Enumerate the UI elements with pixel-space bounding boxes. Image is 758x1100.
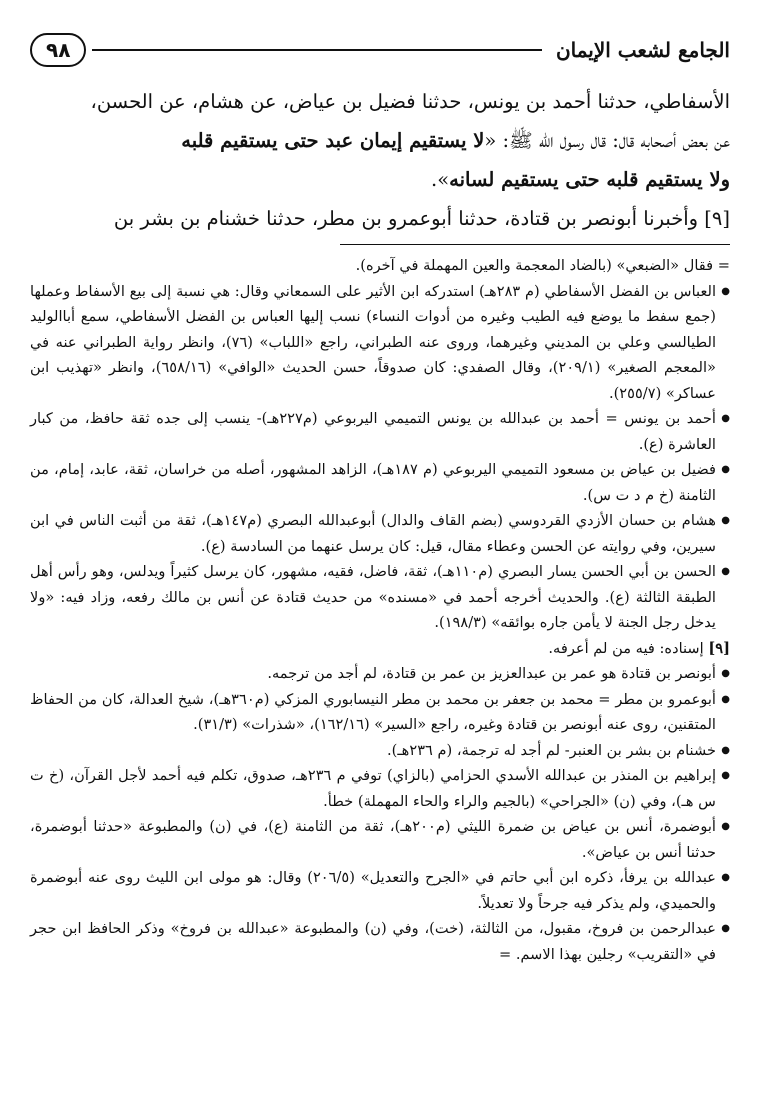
footnote-text: عبدالرحمن بن فروخ، مقبول، من الثالثة، (خت)، وفي (ن) والمطبوعة «عبدالله بن فروخ» وذكر الحافظ ابن حجر في «التقريب» رجلين بهذا الاسم.	[30, 920, 716, 963]
header-rule	[92, 49, 542, 51]
footnote	[30, 916, 730, 967]
footnote-text: إبراهيم بن المنذر بن عبدالله الأسدي الحزامي (بالزاي) توفي م ٢٣٦هـ، صدوق، تكلم فيه أحمد لأجل القرآن، (خ ت س هـ)، وفي (ن) «الجراحي» (بالجيم والراء والحاء المهملة) خطأ.	[30, 767, 716, 810]
main-text-line-4: [٩] وأخبرنا أبونصر بن قتادة، حدثنا أبوعمرو بن مطر، حدثنا خشنام بن بشر بن	[113, 207, 730, 230]
footnote	[30, 661, 730, 687]
footnote-separator	[340, 244, 730, 245]
footnote-ref: [٩]	[708, 639, 730, 657]
footnote-text: أبونصر بن قتادة هو عمر بن عبدالعزيز بن عمر بن قتادة، لم أجد من ترجمه.	[267, 665, 716, 682]
book-page	[30, 28, 730, 967]
main-line	[30, 82, 730, 121]
footnote-text: العباس بن الفضل الأسفاطي (م ٢٨٣هـ) استدركه ابن الأثير على السمعاني وقال: هي نسبة إلى بيع الأسفاط وعملها (جمع سفط ما يوضع فيه الطيب وغيره من أدوات النساء) نسب إليها العباس بن الفضل الأسفاطي، سمع أباالوليد الطيالسي وعلي بن المديني وغيرهما، وروى عنه الطبراني، راجع «اللباب» (٧٦)، وانظر رواية الطبراني عنه في «المعجم الصغير» (٢٠٩/١)، وقال الصفدي: كان صدوقاً، حسن الحديث «الوافي» (٦٥٨/١٦)، وانظر «تهذيب ابن عساكر» (٢٥٥/٧).	[30, 282, 716, 402]
footnote	[30, 738, 730, 764]
main-text-line-1: الأسفاطي، حدثنا أحمد بن يونس، حدثنا فضيل بن عياض، عن هشام، عن الحسن،	[90, 90, 730, 113]
footnote	[30, 636, 730, 662]
footnote	[30, 814, 730, 865]
footnote	[30, 457, 730, 508]
footnote-text: الحسن بن أبي الحسن يسار البصري (م١١٠هـ)، ثقة، فاضل، فقيه، مشهور، كان يرسل كثيراً ويدلس، وهو رأس أهل الطبقة الثالثة (ع). والحديث أخرجه أحمد في «مسنده» من حديث قتادة عن أنس بن مالك رفعه، وزاد فيه: «ولا يدخل رجل الجنة لا يأمن جاره بوائقه» (١٩٨/٣).	[30, 563, 716, 631]
footnote	[30, 763, 730, 814]
footnotes	[30, 253, 730, 967]
main-line	[30, 199, 730, 238]
footnote	[30, 559, 730, 636]
footnote-text: أحمد بن يونس = أحمد بن عبدالله بن يونس التميمي اليربوعي (م٢٢٧هـ)- ينسب إلى جده ثقة حافظ، من كبار العاشرة (ع).	[30, 410, 716, 453]
main-text-line-2: عن بعض أصحابه قال: قال رسول الله ﷺ: «	[484, 129, 730, 152]
footnote	[30, 253, 730, 279]
footnote	[30, 865, 730, 916]
footnote-text: إسناده: فيه من لم أعرفه.	[548, 639, 704, 657]
hadith-text-cont: ولا يستقيم قلبه حتى يستقيم لسانه	[449, 168, 730, 191]
footnote	[30, 508, 730, 559]
footnote-text: أبوضمرة، أنس بن عياض بن ضمرة الليثي (م٢٠٠هـ)، ثقة من الثامنة (ع)، في (ن) والمطبوعة «حدثنا أبوضمرة، حدثنا أنس بن عياض».	[30, 818, 716, 861]
hadith-text: لا يستقيم إيمان عبد حتى يستقيم قلبه	[181, 129, 485, 152]
footnote-text: عبدالله بن يرفأ، ذكره ابن أبي حاتم في «الجرح والتعديل» (٢٠٦/٥) وقال: هو مولى ابن الليث روى عنه أبوضمرة والحميدي، ولم يذكر فيه جرحاً ولا تعديلاً.	[30, 869, 716, 912]
page-header	[30, 28, 730, 72]
footnote-text: خشنام بن بشر بن العنبر- لم أجد له ترجمة، (م ٢٣٦هـ).	[387, 741, 716, 759]
footnote	[30, 279, 730, 407]
main-text	[30, 82, 730, 238]
footnote-text: = فقال «الضبعي» (بالضاد المعجمة والعين المهملة في آخره).	[355, 257, 730, 274]
footnote	[30, 687, 730, 738]
footnote	[30, 406, 730, 457]
footnote-text: هشام بن حسان الأزدي القردوسي (بضم القاف والدال) أبوعبدالله البصري (م١٤٧هـ)، ثقة من أثبت الناس في ابن سيرين، وفي روايته عن الحسن وعطاء مقال، قيل: كان يرسل عنهما من السادسة (ع).	[30, 512, 716, 555]
footnote-text: أبوعمرو بن مطر = محمد بن جعفر بن محمد بن مطر النيسابوري المزكي (م٣٦٠هـ)، شيخ العدالة، كان من الحفاظ المتقنين، روى عنه أبونصر بن قتادة وغيره، راجع «السير» (١٦٢/١٦)، «شذرات» (٣١/٣).	[30, 690, 716, 733]
page-number: ٩٨	[30, 33, 86, 67]
continuation-mark: =	[498, 945, 512, 963]
footnote-text: فضيل بن عياض بن مسعود التميمي اليربوعي (م ١٨٧هـ)، الزاهد المشهور، أصله من خراسان، ثقة، عابد، إمام، من الثامنة (خ م د ت س).	[30, 461, 716, 504]
main-line	[30, 160, 730, 199]
running-title: الجامع لشعب الإيمان	[555, 38, 730, 62]
quote-close: ».	[431, 168, 450, 191]
main-line	[30, 121, 730, 160]
